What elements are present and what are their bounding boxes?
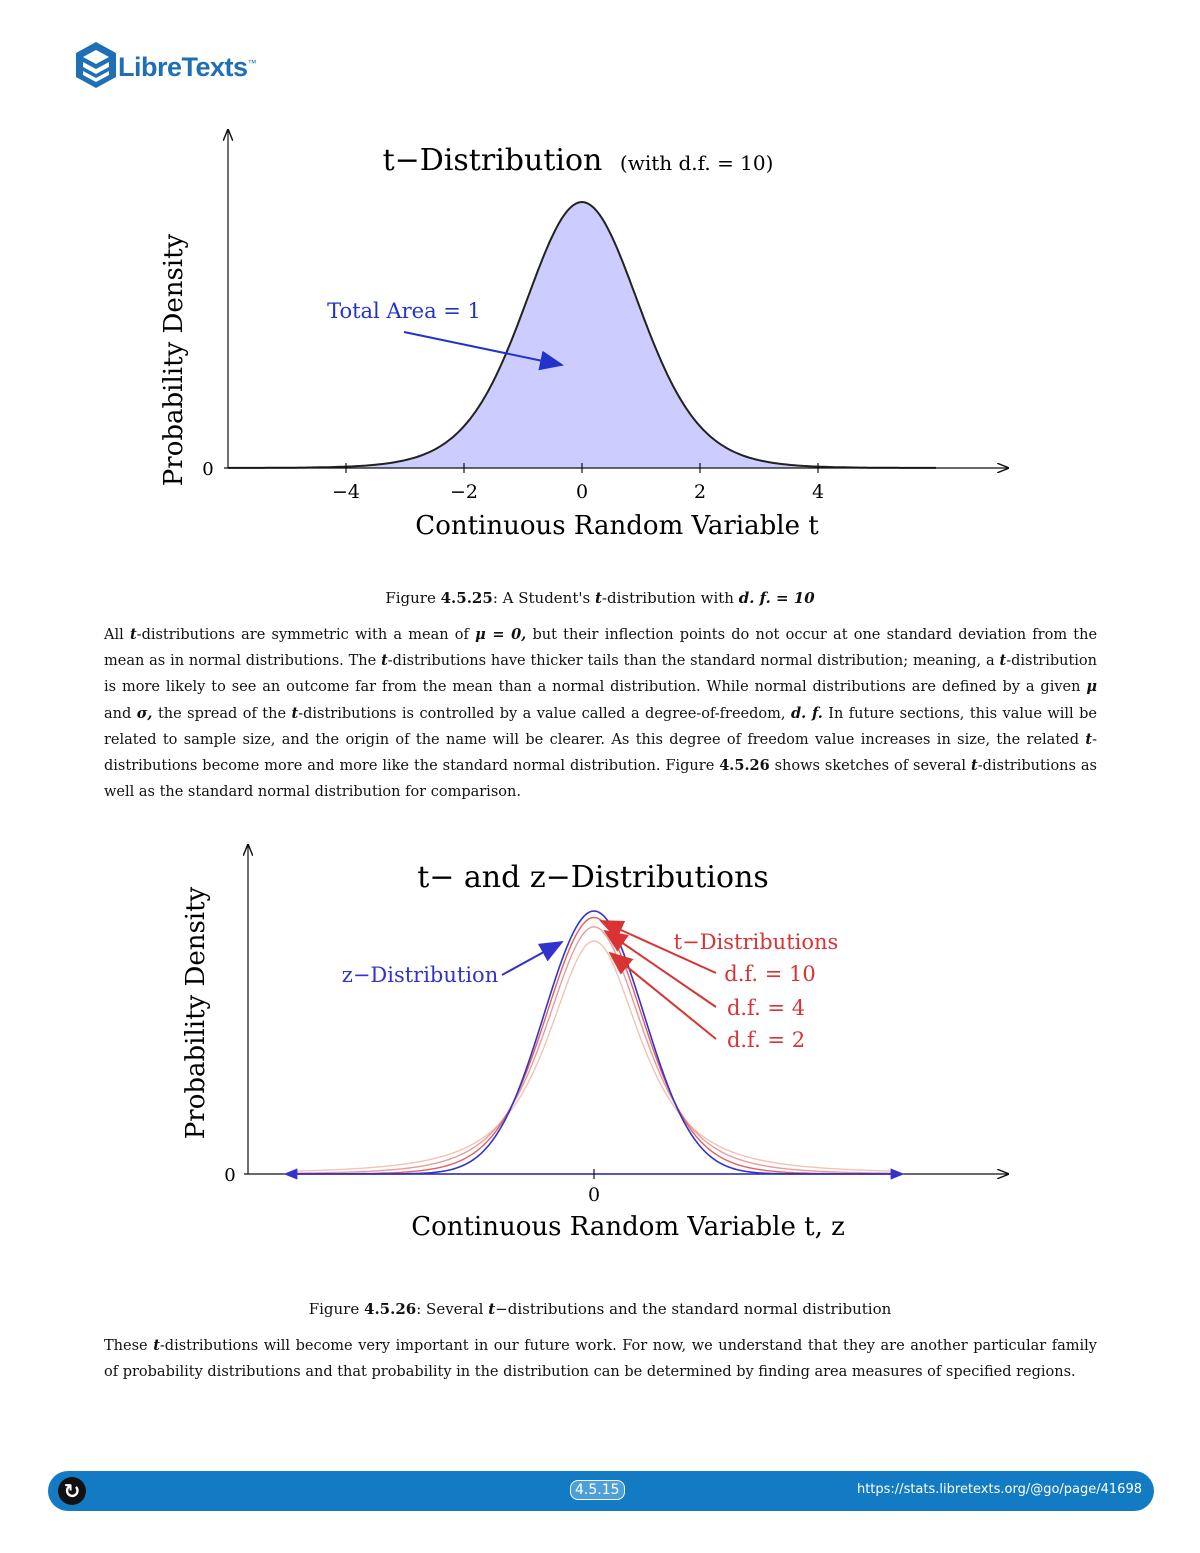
annotation-z-distribution: z−Distribution <box>341 963 499 987</box>
figure-t-and-z-distributions <box>0 835 1200 1260</box>
x-tick-label: 0 <box>587 1184 601 1206</box>
annotation-total-area: Total Area = 1 <box>327 299 481 323</box>
chart-title-sub: (with d.f. = 10) <box>619 151 774 175</box>
distribution-area <box>228 202 936 468</box>
x-tick-label: 2 <box>693 481 707 503</box>
x-tick-label: −2 <box>449 481 479 503</box>
y-axis-label: Probability Density <box>181 886 211 1140</box>
y-tick-zero: 0 <box>224 1165 236 1186</box>
footer-bar <box>48 1471 1154 1511</box>
figure-t-distribution <box>0 120 1200 550</box>
y-axis-label: Probability Density <box>159 233 189 487</box>
chart-title-main: t−Distribution <box>382 143 603 178</box>
y-tick-zero: 0 <box>202 459 214 480</box>
annotation-z-arrow <box>502 942 562 975</box>
annotation-df-2: d.f. = 2 <box>726 1028 806 1052</box>
paragraph-future-work: These t-distributions will become very important in our future work. For now, we understand that they are another particular family of probability distributions and that probability in the distribution can be determined by finding area measures of specified regions. <box>104 1337 1097 1381</box>
x-tick-label: 4 <box>811 481 825 503</box>
figure-reference-link: 4.5.26 <box>719 757 770 775</box>
page-url-link[interactable]: https://stats.libretexts.org/@go/page/41698 <box>856 1482 1142 1497</box>
x-tick-label: 0 <box>575 481 589 503</box>
x-axis-label: Continuous Random Variable t, z <box>411 1212 845 1242</box>
figure-2-caption: Figure 4.5.26: Several t−distributions and the standard normal distribution <box>308 1300 892 1318</box>
figure-1-caption: Figure 4.5.25: A Student's t-distribution with d. f. = 10 <box>385 589 815 607</box>
annotation-t-distributions: t−Distributions <box>673 930 839 954</box>
chart-title: t− and z−Distributions <box>417 860 769 895</box>
page-number: 4.5.15 <box>570 1480 625 1500</box>
x-tick-label: −4 <box>331 481 361 503</box>
paragraph-t-distributions: All t-distributions are symmetric with a mean of μ = 0, but their inflection points do not occur at one standard deviation from the mean as in normal distributions. The t-distributions have thicker tails than the standard normal distribution; meaning, a t-distribution is more likely to see an outcome far from the mean than a normal distribution. While normal distributions are defined by a given μ and σ, the spread of the t-distributions is controlled by a value called a degree-of-freedom, d. f. In future sections, this value will be related to sample size, and the origin of the name will be clearer. As this degree of freedom value increases in size, the related t-distributions become more and more like the standard normal distribution. Figure 4.5.26 shows sketches of several t-distributions as well as the standard normal distribution for comparison. <box>104 626 1098 801</box>
chart-title <box>383 143 774 178</box>
cc-license-icon[interactable]: ↻ <box>58 1477 86 1505</box>
x-axis-label: Continuous Random Variable t <box>415 511 819 541</box>
libretexts-logo-text[interactable]: LibreTexts™ <box>118 52 257 82</box>
annotation-df-10: d.f. = 10 <box>724 962 816 986</box>
annotation-df-4: d.f. = 4 <box>726 996 806 1020</box>
